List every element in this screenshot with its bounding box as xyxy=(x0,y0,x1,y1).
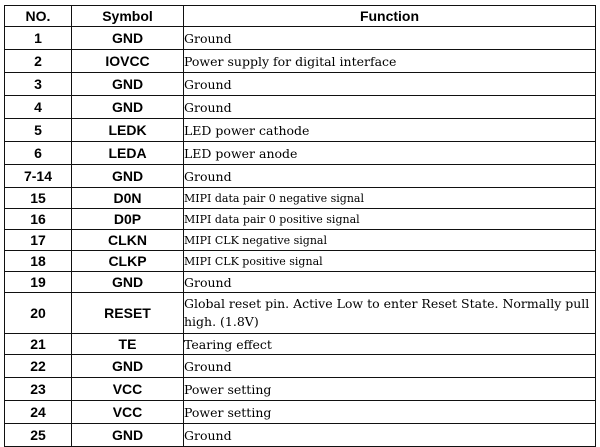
pin-symbol: LEDA xyxy=(72,142,184,165)
pin-number: 23 xyxy=(5,378,72,401)
pin-function: Ground xyxy=(184,165,596,188)
table-row xyxy=(5,424,596,447)
pin-function-table xyxy=(4,5,596,447)
pin-symbol: CLKP xyxy=(72,251,184,272)
table-row xyxy=(5,293,596,334)
pin-function: Ground xyxy=(184,424,596,447)
pin-function: Power setting xyxy=(184,378,596,401)
table-row xyxy=(5,142,596,165)
pin-symbol: GND xyxy=(72,355,184,378)
table-row xyxy=(5,119,596,142)
pin-symbol: GND xyxy=(72,165,184,188)
pin-symbol: D0P xyxy=(72,209,184,230)
pin-symbol: GND xyxy=(72,424,184,447)
table-row xyxy=(5,355,596,378)
pin-function: Ground xyxy=(184,272,596,293)
pin-symbol: GND xyxy=(72,27,184,50)
pin-symbol: CLKN xyxy=(72,230,184,251)
pin-symbol: GND xyxy=(72,73,184,96)
pin-number: 17 xyxy=(5,230,72,251)
pin-symbol: GND xyxy=(72,272,184,293)
pin-function: Ground xyxy=(184,73,596,96)
table-row xyxy=(5,73,596,96)
pin-function: LED power anode xyxy=(184,142,596,165)
pin-number: 19 xyxy=(5,272,72,293)
pin-symbol: IOVCC xyxy=(72,50,184,73)
pin-function: MIPI CLK positive signal xyxy=(184,251,596,272)
pin-function: Ground xyxy=(184,355,596,378)
pin-number: 25 xyxy=(5,424,72,447)
pin-symbol: GND xyxy=(72,96,184,119)
pin-symbol: RESET xyxy=(72,293,184,334)
pin-number: 5 xyxy=(5,119,72,142)
table-row xyxy=(5,334,596,355)
pin-function: Global reset pin. Active Low to enter Reset State. Normally pull high. (1.8V) xyxy=(184,293,596,334)
pin-symbol: TE xyxy=(72,334,184,355)
pin-function: Power setting xyxy=(184,401,596,424)
pin-number: 2 xyxy=(5,50,72,73)
pin-symbol: VCC xyxy=(72,401,184,424)
pin-number: 18 xyxy=(5,251,72,272)
table-row xyxy=(5,209,596,230)
pin-function: MIPI data pair 0 negative signal xyxy=(184,188,596,209)
header-function: Function xyxy=(184,6,596,27)
pin-number: 6 xyxy=(5,142,72,165)
table-row xyxy=(5,96,596,119)
pin-function: LED power cathode xyxy=(184,119,596,142)
pin-number: 7-14 xyxy=(5,165,72,188)
table-row xyxy=(5,251,596,272)
header-no: NO. xyxy=(5,6,72,27)
pin-symbol: D0N xyxy=(72,188,184,209)
pin-number: 15 xyxy=(5,188,72,209)
pin-number: 22 xyxy=(5,355,72,378)
pin-function: MIPI CLK negative signal xyxy=(184,230,596,251)
pin-number: 20 xyxy=(5,293,72,334)
table-row xyxy=(5,50,596,73)
pin-number: 4 xyxy=(5,96,72,119)
table-row xyxy=(5,188,596,209)
pin-number: 24 xyxy=(5,401,72,424)
pin-symbol: LEDK xyxy=(72,119,184,142)
pin-function: MIPI data pair 0 positive signal xyxy=(184,209,596,230)
pin-symbol: VCC xyxy=(72,378,184,401)
pin-number: 1 xyxy=(5,27,72,50)
table-row xyxy=(5,165,596,188)
pin-number: 21 xyxy=(5,334,72,355)
table-row xyxy=(5,378,596,401)
pin-number: 16 xyxy=(5,209,72,230)
pin-function: Tearing effect xyxy=(184,334,596,355)
table-header-row xyxy=(5,6,596,27)
table-row xyxy=(5,27,596,50)
table-row xyxy=(5,401,596,424)
pin-function: Power supply for digital interface xyxy=(184,50,596,73)
header-symbol: Symbol xyxy=(72,6,184,27)
pin-function: Ground xyxy=(184,27,596,50)
pin-function: Ground xyxy=(184,96,596,119)
table-row xyxy=(5,272,596,293)
table-row xyxy=(5,230,596,251)
pin-number: 3 xyxy=(5,73,72,96)
